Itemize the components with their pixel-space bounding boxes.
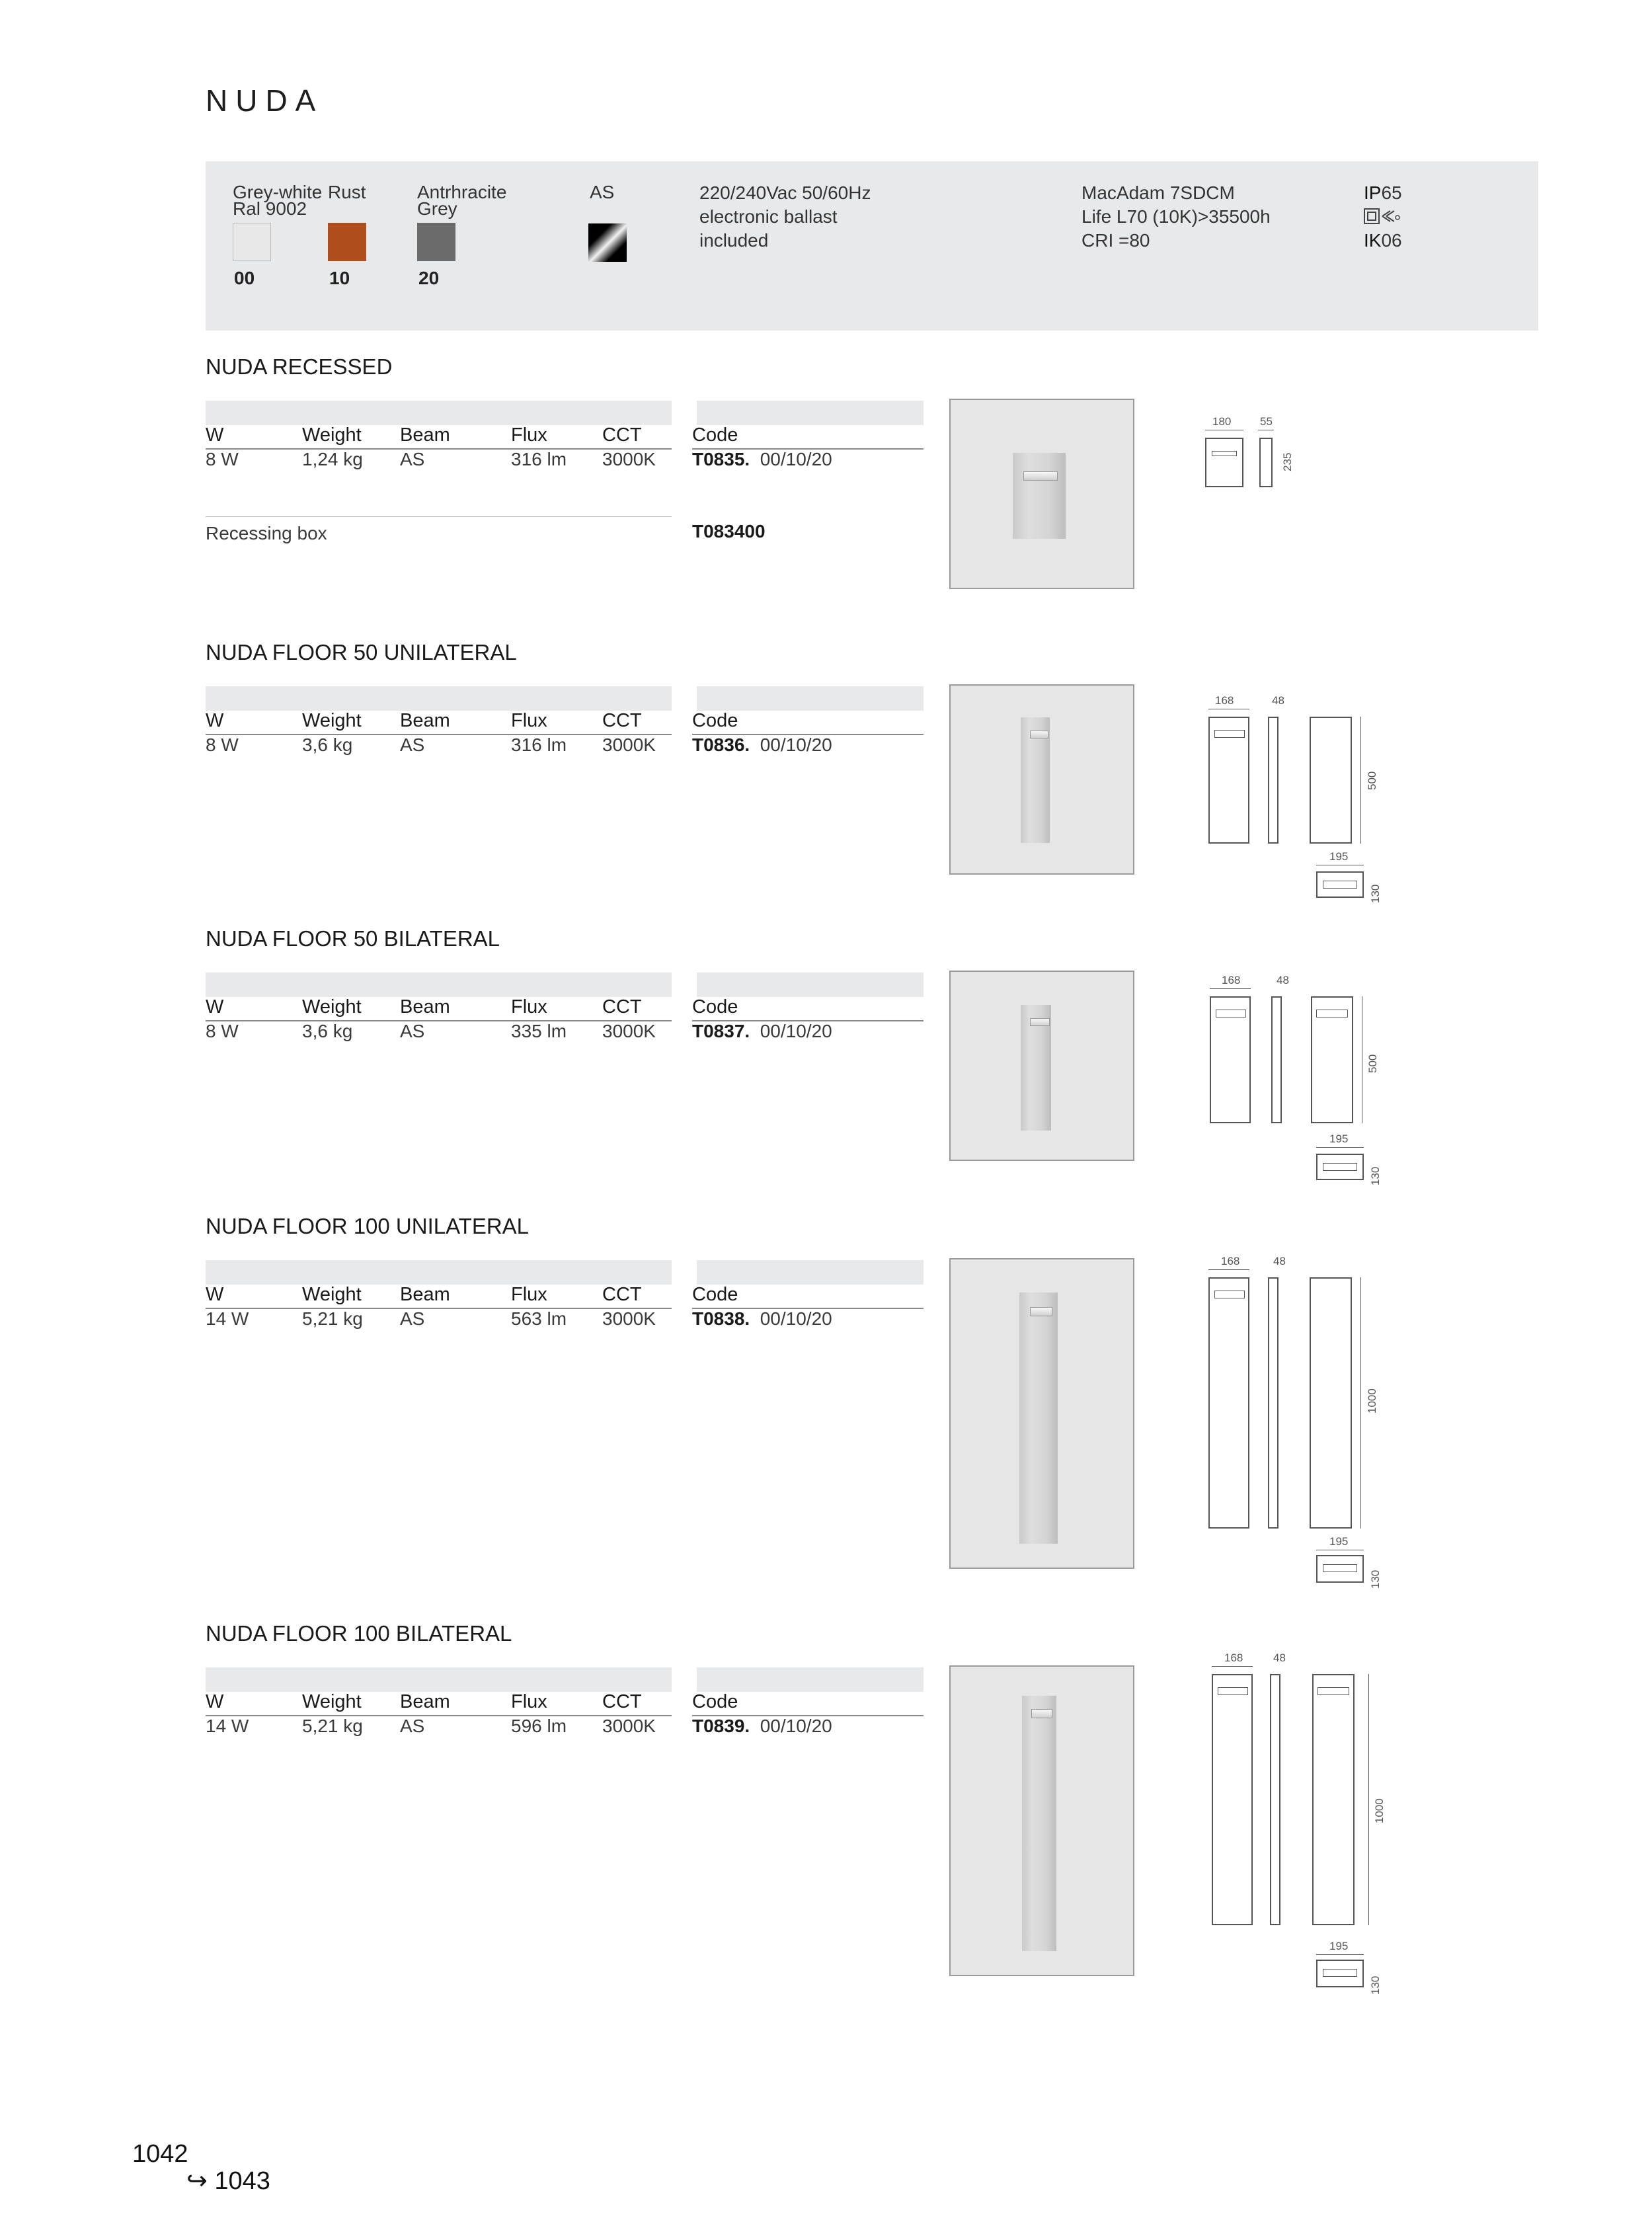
value-flux: 596 lm xyxy=(511,1716,567,1736)
table-header-bar xyxy=(206,973,672,997)
front-view-drawing xyxy=(1212,1674,1253,1925)
header-code: Code xyxy=(692,710,738,731)
value-weight: 5,21 kg xyxy=(302,1308,363,1329)
header-weight: Weight xyxy=(302,1691,362,1712)
header-weight: Weight xyxy=(302,996,362,1017)
dim-line xyxy=(1316,1147,1364,1148)
page-number-current: 1042 xyxy=(132,2140,188,2168)
dim-width: 180 xyxy=(1212,415,1232,428)
header-weight: Weight xyxy=(302,424,362,446)
finish-code-20: 20 xyxy=(418,268,440,288)
front-slot-drawing xyxy=(1216,1010,1246,1017)
value-cct: 3000K xyxy=(602,1716,656,1736)
side-view-drawing xyxy=(1259,438,1273,487)
value-flux: 316 lm xyxy=(511,449,567,469)
dim-width: 168 xyxy=(1222,974,1241,986)
header-code: Code xyxy=(692,1284,738,1305)
value-w: 8 W xyxy=(206,449,239,469)
base-slot-drawing xyxy=(1323,1163,1357,1171)
section-title: NUDA RECESSED xyxy=(206,354,393,379)
finish-label-anthracite: Antrhracite Grey xyxy=(417,182,507,219)
optic-icon xyxy=(588,223,627,262)
code-header-bar xyxy=(697,973,924,997)
value-flux: 563 lm xyxy=(511,1308,567,1329)
front-slot-drawing xyxy=(1214,1291,1245,1298)
light-slot-icon xyxy=(1031,1709,1052,1718)
dim-height: 235 xyxy=(1281,452,1294,471)
dim-depth: 48 xyxy=(1277,974,1289,986)
dim-line xyxy=(1368,1674,1369,1925)
header-weight: Weight xyxy=(302,710,362,731)
header-weight: Weight xyxy=(302,1284,362,1305)
table-header-bar xyxy=(206,1667,672,1692)
dim-line xyxy=(1316,1954,1364,1955)
header-cct: CCT xyxy=(602,424,642,446)
light-slot-icon xyxy=(1030,1018,1050,1026)
value-beam: AS xyxy=(400,1021,425,1041)
finish-code-00: 00 xyxy=(234,268,255,288)
product-photo xyxy=(949,971,1134,1161)
dim-width: 168 xyxy=(1221,1255,1240,1267)
dim-width: 168 xyxy=(1224,1652,1243,1664)
value-beam: AS xyxy=(400,1716,425,1736)
value-w: 8 W xyxy=(206,1021,239,1041)
back-view-drawing xyxy=(1310,1277,1352,1529)
photometry-specs xyxy=(1082,181,1271,253)
product-section-floor-100-bilateral xyxy=(206,1621,1462,2011)
dim-base-height: 130 xyxy=(1369,884,1382,903)
section-title: NUDA FLOOR 50 UNILATERAL xyxy=(206,640,517,664)
finish-swatch-anthracite[interactable] xyxy=(417,223,455,261)
side-view-drawing xyxy=(1270,1674,1280,1925)
header-w: W xyxy=(206,1691,224,1712)
dim-base-height: 130 xyxy=(1369,1975,1382,1995)
header-flux: Flux xyxy=(511,1691,547,1712)
value-code[interactable]: T0838. 00/10/20 xyxy=(692,1308,832,1329)
front-slot-drawing xyxy=(1218,1687,1248,1695)
finish-code-10: 10 xyxy=(329,268,350,288)
front-view-drawing xyxy=(1208,1277,1249,1529)
header-beam: Beam xyxy=(400,710,450,731)
dim-base-height: 130 xyxy=(1369,1570,1382,1589)
finish-swatch-rust[interactable] xyxy=(328,223,366,261)
dim-width: 168 xyxy=(1215,694,1234,707)
header-w: W xyxy=(206,1284,224,1305)
class-symbols-icon xyxy=(1364,205,1402,229)
back-slot-drawing xyxy=(1316,1010,1348,1017)
dim-base-width: 195 xyxy=(1329,850,1349,863)
accessory-name: Recessing box xyxy=(206,523,327,543)
product-photo xyxy=(949,1665,1134,1976)
dim-depth: 48 xyxy=(1272,694,1284,707)
value-code[interactable]: T0839. 00/10/20 xyxy=(692,1716,832,1736)
back-slot-drawing xyxy=(1318,1687,1349,1695)
dim-height: 500 xyxy=(1366,771,1378,790)
dim-depth: 48 xyxy=(1273,1255,1286,1267)
light-slot-icon xyxy=(1030,1307,1052,1316)
value-beam: AS xyxy=(400,1308,425,1329)
base-slot-drawing xyxy=(1323,881,1357,889)
dim-base-height: 130 xyxy=(1369,1166,1382,1185)
header-beam: Beam xyxy=(400,1284,450,1305)
dim-base-width: 195 xyxy=(1329,1535,1349,1548)
value-beam: AS xyxy=(400,449,425,469)
value-weight: 1,24 kg xyxy=(302,449,363,469)
value-weight: 3,6 kg xyxy=(302,735,353,755)
fixture-body-icon xyxy=(1019,1293,1058,1544)
electrical-specs xyxy=(699,181,871,253)
dim-line xyxy=(1208,1269,1249,1270)
code-header-bar xyxy=(697,1260,924,1285)
value-weight: 5,21 kg xyxy=(302,1716,363,1736)
value-weight: 3,6 kg xyxy=(302,1021,353,1041)
header-code: Code xyxy=(692,996,738,1017)
dim-depth: 48 xyxy=(1273,1652,1286,1664)
header-w: W xyxy=(206,424,224,446)
dim-line xyxy=(1360,1277,1361,1529)
dim-line xyxy=(1360,717,1361,844)
value-w: 8 W xyxy=(206,735,239,755)
header-cct: CCT xyxy=(602,996,642,1017)
header-beam: Beam xyxy=(400,424,450,446)
table-header-bar xyxy=(206,1260,672,1285)
product-photo xyxy=(949,684,1134,875)
dim-height: 500 xyxy=(1366,1054,1379,1073)
product-photo xyxy=(949,399,1134,589)
front-slot-drawing xyxy=(1214,730,1245,738)
back-view-drawing xyxy=(1310,717,1352,844)
page-numbers xyxy=(132,2140,270,2196)
product-photo xyxy=(949,1258,1134,1569)
table-header-bar xyxy=(206,686,672,711)
code-header-bar xyxy=(697,1667,924,1692)
header-w: W xyxy=(206,996,224,1017)
accessory-rule xyxy=(206,516,672,517)
optic-label: AS xyxy=(590,182,615,202)
value-code[interactable]: T0836. 00/10/20 xyxy=(692,735,832,755)
finish-swatch-grey-white[interactable] xyxy=(233,223,271,261)
electrical-line-2: electronic ballast xyxy=(699,206,838,227)
dim-base-width: 195 xyxy=(1329,1940,1349,1952)
finish-label-grey-white: Grey-white Ral 9002 xyxy=(233,182,323,219)
photometry-line-3: CRI =80 xyxy=(1082,230,1150,251)
value-code[interactable]: T0835. 00/10/20 xyxy=(692,449,832,469)
electrical-line-1: 220/240Vac 50/60Hz xyxy=(699,182,871,203)
page-title: NUDA xyxy=(206,83,324,118)
ik-rating: IK06 xyxy=(1364,230,1402,251)
photometry-line-2: Life L70 (10K)>35500h xyxy=(1082,206,1271,227)
side-view-drawing xyxy=(1268,717,1278,844)
value-code[interactable]: T0837. 00/10/20 xyxy=(692,1021,832,1041)
next-page-link[interactable] xyxy=(186,2166,270,2196)
photometry-line-1: MacAdam 7SDCM xyxy=(1082,182,1235,203)
back-view-drawing xyxy=(1312,1674,1355,1925)
section-title: NUDA FLOOR 100 BILATERAL xyxy=(206,1621,512,1646)
dim-height: 1000 xyxy=(1366,1388,1378,1414)
value-flux: 335 lm xyxy=(511,1021,567,1041)
header-flux: Flux xyxy=(511,1284,547,1305)
side-view-drawing xyxy=(1271,996,1282,1123)
code-header-bar xyxy=(697,401,924,425)
finish-label-rust: Rust xyxy=(328,182,366,202)
value-w: 14 W xyxy=(206,1716,249,1736)
value-flux: 316 lm xyxy=(511,735,567,755)
product-section-floor-50-unilateral xyxy=(206,640,1462,904)
base-slot-drawing xyxy=(1323,1969,1357,1977)
code-header-bar xyxy=(697,686,924,711)
fixture-body-icon xyxy=(1013,453,1066,539)
header-code: Code xyxy=(692,1691,738,1712)
section-title: NUDA FLOOR 100 UNILATERAL xyxy=(206,1214,530,1238)
dim-base-width: 195 xyxy=(1329,1133,1349,1145)
value-beam: AS xyxy=(400,735,425,755)
header-cct: CCT xyxy=(602,710,642,731)
arrow-return-icon: ↪ xyxy=(186,2167,208,2195)
ip-rating: IP65 xyxy=(1364,182,1402,203)
header-flux: Flux xyxy=(511,424,547,446)
value-cct: 3000K xyxy=(602,1021,656,1041)
header-flux: Flux xyxy=(511,710,547,731)
value-cct: 3000K xyxy=(602,1308,656,1329)
product-section-recessed xyxy=(206,354,1462,599)
product-section-floor-50-bilateral xyxy=(206,926,1462,1191)
spec-band xyxy=(206,161,1538,331)
protection-ratings xyxy=(1364,181,1402,253)
electrical-line-3: included xyxy=(699,230,769,251)
value-cct: 3000K xyxy=(602,449,656,469)
page-number-next: 1043 xyxy=(214,2167,270,2195)
dim-line xyxy=(1212,1666,1253,1667)
header-w: W xyxy=(206,710,224,731)
table-header-bar xyxy=(206,401,672,425)
light-slot-icon xyxy=(1023,471,1058,481)
header-beam: Beam xyxy=(400,996,450,1017)
dim-line xyxy=(1210,988,1251,989)
product-section-floor-100-unilateral xyxy=(206,1214,1462,1589)
side-view-drawing xyxy=(1268,1277,1278,1529)
dim-height: 1000 xyxy=(1373,1798,1386,1823)
header-beam: Beam xyxy=(400,1691,450,1712)
front-view-drawing xyxy=(1205,438,1243,487)
accessory-code[interactable]: T083400 xyxy=(692,521,766,541)
light-slot-icon xyxy=(1030,731,1048,738)
value-w: 14 W xyxy=(206,1308,249,1329)
header-code: Code xyxy=(692,424,738,446)
dim-depth: 55 xyxy=(1260,415,1273,428)
value-cct: 3000K xyxy=(602,735,656,755)
section-title: NUDA FLOOR 50 BILATERAL xyxy=(206,926,500,951)
front-slot-drawing xyxy=(1212,451,1237,456)
header-flux: Flux xyxy=(511,996,547,1017)
header-cct: CCT xyxy=(602,1691,642,1712)
base-slot-drawing xyxy=(1323,1564,1357,1572)
fixture-body-icon xyxy=(1022,1696,1056,1951)
header-cct: CCT xyxy=(602,1284,642,1305)
